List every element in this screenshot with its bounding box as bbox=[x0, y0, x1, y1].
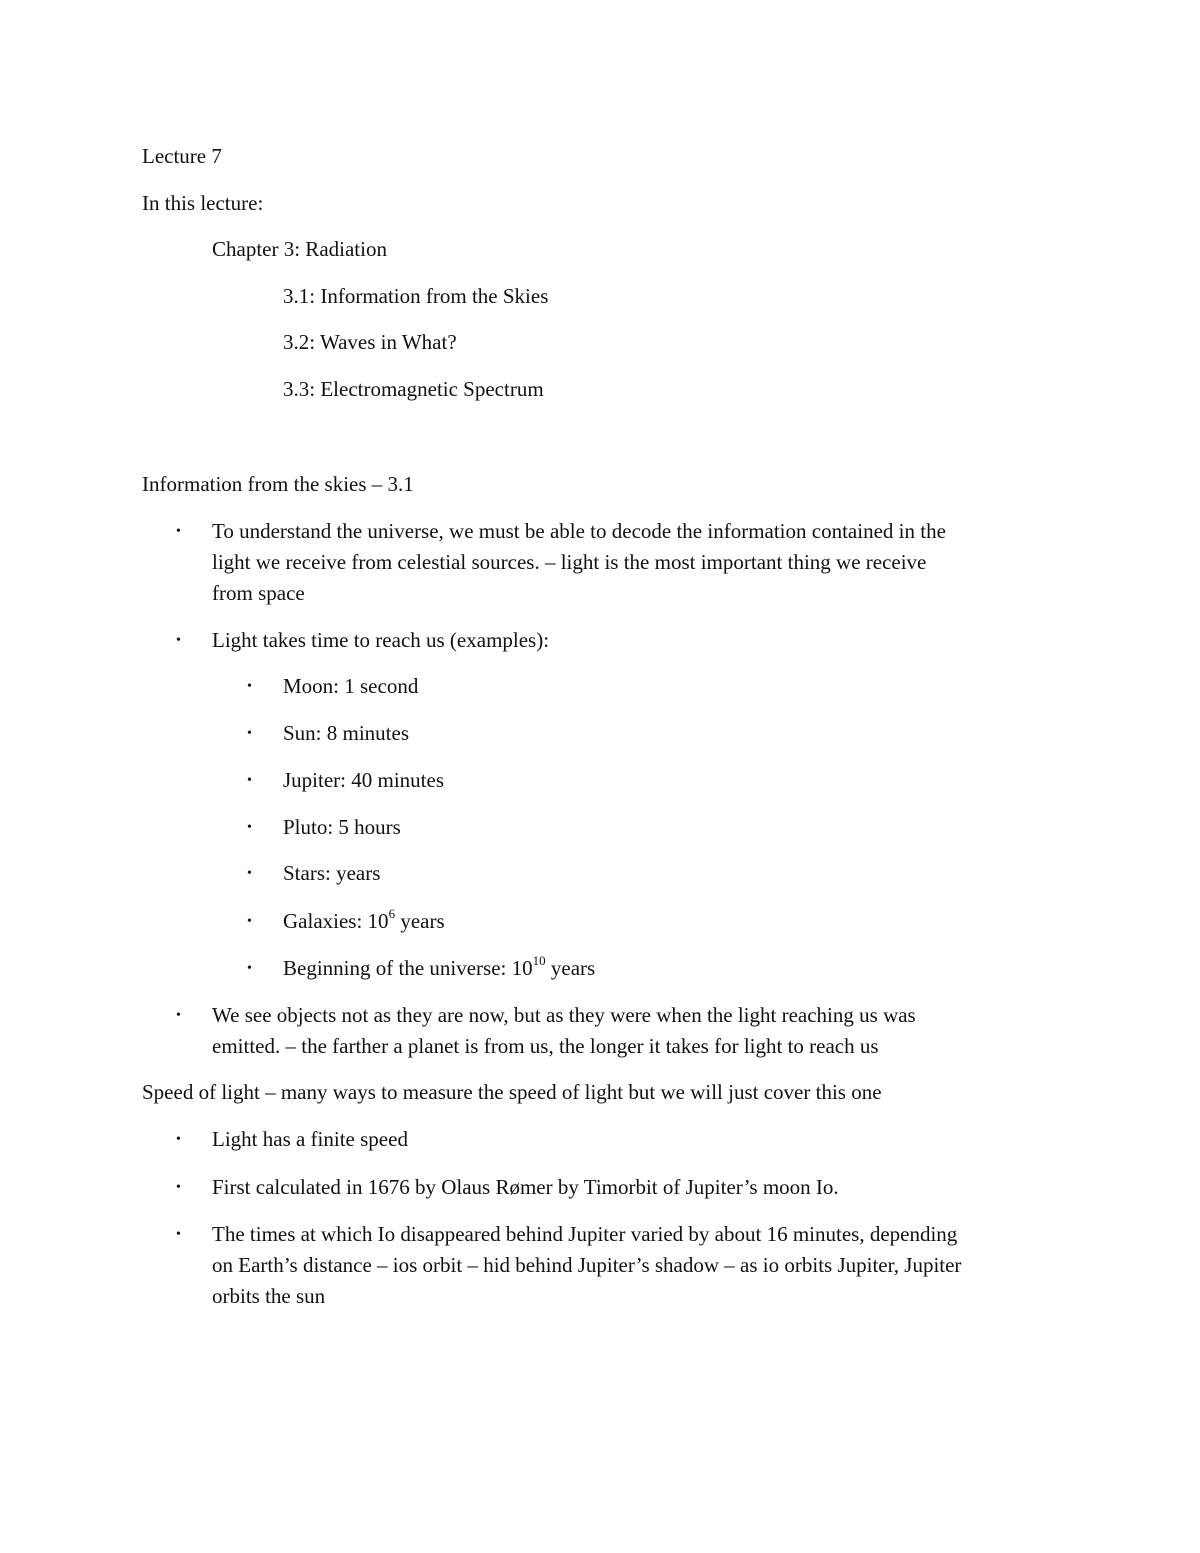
section-heading-information: Information from the skies – 3.1 bbox=[142, 472, 414, 496]
bullet-icon: • bbox=[176, 524, 181, 539]
bullet-icon: • bbox=[247, 961, 252, 976]
bullet-icon: • bbox=[176, 1227, 181, 1242]
example-galaxies bbox=[283, 906, 445, 937]
lecture-intro: In this lecture: bbox=[142, 191, 264, 215]
bullet-text-line: emitted. – the farther a planet is from us, the longer it takes for light to reach us bbox=[212, 1034, 879, 1058]
toc-section-3: 3.3: Electromagnetic Spectrum bbox=[283, 377, 544, 401]
toc-section-1: 3.1: Information from the Skies bbox=[283, 284, 549, 308]
bullet-icon: • bbox=[247, 726, 252, 741]
example-sun: Sun: 8 minutes bbox=[283, 721, 410, 745]
example-galaxies-suffix: years bbox=[395, 909, 445, 933]
bullet-icon: • bbox=[247, 914, 252, 929]
example-beginning-prefix: Beginning of the universe: 10 bbox=[283, 956, 533, 980]
bullet-text-line: To understand the universe, we must be able to decode the information contained in the bbox=[212, 519, 946, 543]
toc-section-2: 3.2: Waves in What? bbox=[283, 330, 457, 354]
bullet-text-line: orbits the sun bbox=[212, 1284, 326, 1308]
bullet-text-line: We see objects not as they are now, but as they were when the light reaching us was bbox=[212, 1003, 916, 1027]
bullet-icon: • bbox=[176, 1132, 181, 1147]
bullet-icon: • bbox=[247, 679, 252, 694]
bullet-text-line: The times at which Io disappeared behind Jupiter varied by about 16 minutes, depending bbox=[212, 1222, 958, 1246]
bullet-icon: • bbox=[247, 820, 252, 835]
toc-chapter: Chapter 3: Radiation bbox=[212, 237, 387, 261]
bullet-text-line: from space bbox=[212, 581, 305, 605]
example-beginning bbox=[283, 953, 595, 984]
bullet-text-line: Light has a finite speed bbox=[212, 1127, 408, 1151]
example-beginning-exponent: 10 bbox=[532, 953, 546, 968]
example-stars: Stars: years bbox=[283, 861, 381, 885]
example-galaxies-exponent: 6 bbox=[388, 906, 396, 921]
bullet-icon: • bbox=[176, 1180, 181, 1195]
bullet-text-line: light we receive from celestial sources. – light is the most important thing we receive bbox=[212, 550, 927, 574]
example-pluto: Pluto: 5 hours bbox=[283, 815, 401, 839]
bullet-icon: • bbox=[176, 1008, 181, 1023]
section-heading-speed: Speed of light – many ways to measure the speed of light but we will just cover this one bbox=[142, 1080, 882, 1104]
bullet-icon: • bbox=[247, 866, 252, 881]
bullet-icon: • bbox=[176, 633, 181, 648]
bullet-text-line: Light takes time to reach us (examples): bbox=[212, 628, 550, 652]
bullet-text-line: First calculated in 1676 by Olaus Rømer by Timorbit of Jupiter’s moon Io. bbox=[212, 1175, 839, 1199]
example-jupiter: Jupiter: 40 minutes bbox=[283, 768, 444, 792]
bullet-text-line: on Earth’s distance – ios orbit – hid behind Jupiter’s shadow – as io orbits Jupiter, Jupiter bbox=[212, 1253, 962, 1277]
bullet-icon: • bbox=[247, 773, 252, 788]
lecture-title: Lecture 7 bbox=[142, 144, 222, 168]
example-galaxies-prefix: Galaxies: 10 bbox=[283, 909, 389, 933]
example-moon: Moon: 1 second bbox=[283, 674, 419, 698]
example-beginning-suffix: years bbox=[545, 956, 596, 980]
